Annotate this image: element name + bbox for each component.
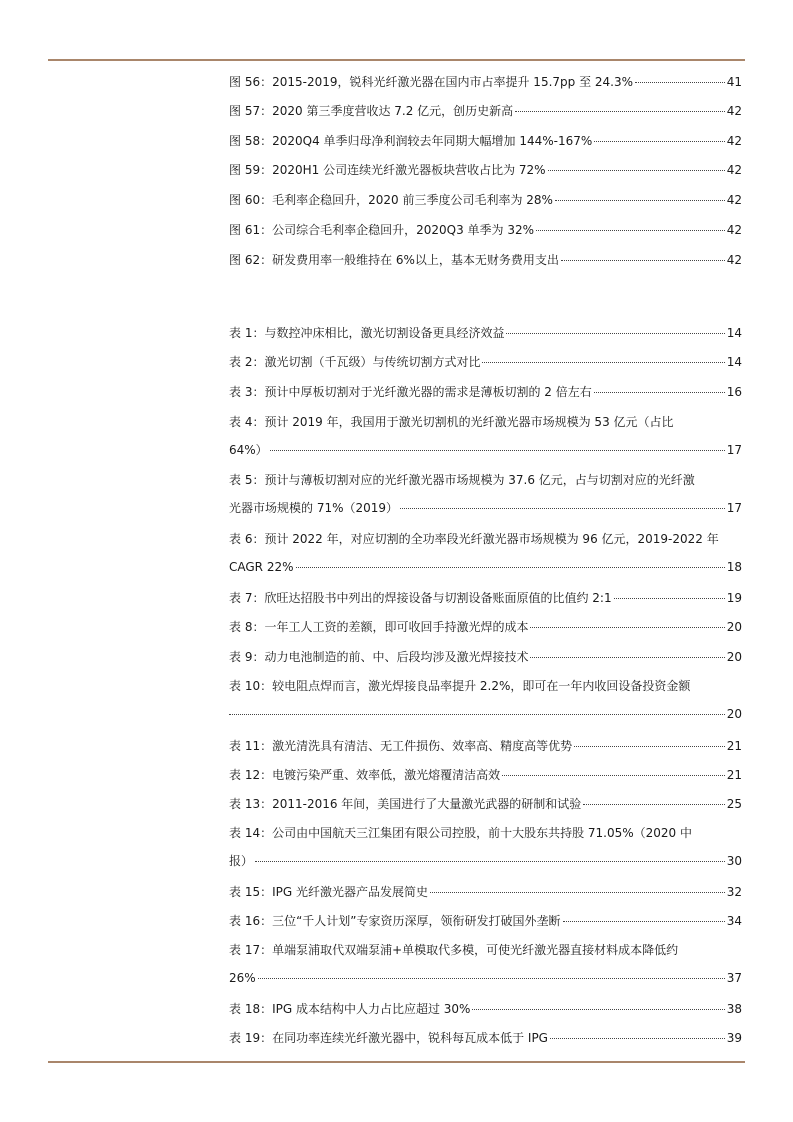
table-entry[interactable]: 表 6：预计 2022 年，对应切割的全功率段光纤激光器市场规模为 96 亿元，2019-2022 年 CAGR 22% 18 bbox=[229, 532, 742, 574]
table-entry[interactable]: 表 7：欣旺达招股书中列出的焊接设备与切割设备账面原值的比值约 2:1 19 bbox=[229, 591, 742, 605]
table-entry[interactable]: 表 11：激光清洗具有清洁、无工件损伤、效率高、精度高等优势 21 bbox=[229, 739, 742, 753]
dot-leader bbox=[614, 598, 725, 599]
page-number: 16 bbox=[726, 385, 742, 399]
dot-leader bbox=[635, 82, 725, 83]
dot-leader bbox=[530, 627, 724, 628]
page-number: 41 bbox=[726, 75, 742, 89]
dot-leader bbox=[229, 714, 725, 715]
dot-leader bbox=[258, 978, 725, 979]
dot-leader bbox=[502, 775, 725, 776]
dot-leader bbox=[530, 657, 724, 658]
page-number: 21 bbox=[726, 739, 742, 753]
page-number: 42 bbox=[726, 193, 742, 207]
dot-leader bbox=[482, 362, 724, 363]
table-entry[interactable]: 表 13：2011-2016 年间，美国进行了大量激光武器的研制和试验 25 bbox=[229, 797, 742, 811]
page-number: 20 bbox=[726, 650, 742, 664]
page-number: 19 bbox=[726, 591, 742, 605]
dot-leader bbox=[561, 260, 725, 261]
table-entry[interactable]: 表 1：与数控冲床相比，激光切割设备更具经济效益 14 bbox=[229, 326, 742, 340]
dot-leader bbox=[550, 1038, 725, 1039]
page-number: 39 bbox=[726, 1031, 742, 1045]
table-entry[interactable]: 表 18：IPG 成本结构中人力占比应超过 30% 38 bbox=[229, 1002, 742, 1016]
figure-entry[interactable]: 图 56：2015-2019，锐科光纤激光器在国内市占率提升 15.7pp 至 24.3% 41 bbox=[229, 75, 742, 89]
page-number: 17 bbox=[726, 443, 742, 457]
dot-leader bbox=[472, 1009, 724, 1010]
table-entry[interactable]: 表 8：一年工人工资的差额，即可收回手持激光焊的成本 20 bbox=[229, 620, 742, 634]
page-number: 42 bbox=[726, 134, 742, 148]
page-number: 20 bbox=[726, 620, 742, 634]
dot-leader bbox=[296, 567, 725, 568]
page-number: 38 bbox=[726, 1002, 742, 1016]
figure-entry[interactable]: 图 61：公司综合毛利率企稳回升，2020Q3 单季为 32% 42 bbox=[229, 223, 742, 237]
dot-leader bbox=[536, 230, 725, 231]
dot-leader bbox=[506, 333, 724, 334]
page-number: 42 bbox=[726, 223, 742, 237]
figure-entry[interactable]: 图 62：研发费用率一般维持在 6%以上，基本无财务费用支出 42 bbox=[229, 253, 742, 267]
table-entry[interactable]: 表 4：预计 2019 年，我国用于激光切割机的光纤激光器市场规模为 53 亿元（占比 64%） 17 bbox=[229, 415, 742, 457]
figure-entry[interactable]: 图 59：2020H1 公司连续光纤激光器板块营收占比为 72% 42 bbox=[229, 163, 742, 177]
page-number: 14 bbox=[726, 326, 742, 340]
dot-leader bbox=[574, 746, 725, 747]
page-number: 32 bbox=[726, 885, 742, 899]
dot-leader bbox=[594, 392, 725, 393]
dot-leader bbox=[515, 111, 725, 112]
page-number: 20 bbox=[726, 707, 742, 721]
dot-leader bbox=[270, 450, 725, 451]
page-number: 42 bbox=[726, 104, 742, 118]
dot-leader bbox=[400, 508, 725, 509]
figure-entry[interactable]: 图 58：2020Q4 单季归母净利润较去年同期大幅增加 144%-167% 42 bbox=[229, 134, 742, 148]
dot-leader bbox=[430, 892, 725, 893]
page-number: 42 bbox=[726, 253, 742, 267]
page-number: 14 bbox=[726, 355, 742, 369]
table-entry[interactable]: 表 3：预计中厚板切割对于光纤激光器的需求是薄板切割的 2 倍左右 16 bbox=[229, 385, 742, 399]
table-entry[interactable]: 表 14：公司由中国航天三江集团有限公司控股，前十大股东共持股 71.05%（2020 中 报） 30 bbox=[229, 826, 742, 868]
table-entry[interactable]: 表 19：在同功率连续光纤激光器中，锐科每瓦成本低于 IPG 39 bbox=[229, 1031, 742, 1045]
page-number: 25 bbox=[726, 797, 742, 811]
header-rule bbox=[48, 59, 745, 61]
table-entry[interactable]: 表 16：三位“千人计划”专家资历深厚，领衔研发打破国外垄断 34 bbox=[229, 914, 742, 928]
table-entry[interactable]: 表 5：预计与薄板切割对应的光纤激光器市场规模为 37.6 亿元，占与切割对应的光纤激 光器市场规模的 71%（2019） 17 bbox=[229, 473, 742, 515]
page-number: 37 bbox=[726, 971, 742, 985]
table-entry[interactable]: 表 2：激光切割（千瓦级）与传统切割方式对比 14 bbox=[229, 355, 742, 369]
table-entry[interactable]: 表 9：动力电池制造的前、中、后段均涉及激光焊接技术 20 bbox=[229, 650, 742, 664]
figure-entry[interactable]: 图 60：毛利率企稳回升，2020 前三季度公司毛利率为 28% 42 bbox=[229, 193, 742, 207]
figure-entry[interactable]: 图 57：2020 第三季度营收达 7.2 亿元，创历史新高 42 bbox=[229, 104, 742, 118]
page-number: 17 bbox=[726, 501, 742, 515]
dot-leader bbox=[548, 170, 725, 171]
page-number: 18 bbox=[726, 560, 742, 574]
dot-leader bbox=[555, 200, 725, 201]
table-entry[interactable]: 表 12：电镀污染严重、效率低，激光熔覆清洁高效 21 bbox=[229, 768, 742, 782]
dot-leader bbox=[583, 804, 724, 805]
dot-leader bbox=[563, 921, 725, 922]
page-number: 21 bbox=[726, 768, 742, 782]
page-number: 42 bbox=[726, 163, 742, 177]
dot-leader bbox=[594, 141, 724, 142]
dot-leader bbox=[255, 861, 725, 862]
footer-rule bbox=[48, 1061, 745, 1063]
table-entry[interactable]: 表 15：IPG 光纤激光器产品发展简史 32 bbox=[229, 885, 742, 899]
table-entry[interactable]: 表 10：较电阻点焊而言，激光焊接良品率提升 2.2%，即可在一年内收回设备投资金额 20 bbox=[229, 679, 742, 721]
table-entry[interactable]: 表 17：单端泵浦取代双端泵浦+单模取代多模，可使光纤激光器直接材料成本降低约 26% 37 bbox=[229, 943, 742, 985]
page-number: 34 bbox=[726, 914, 742, 928]
page-number: 30 bbox=[726, 854, 742, 868]
